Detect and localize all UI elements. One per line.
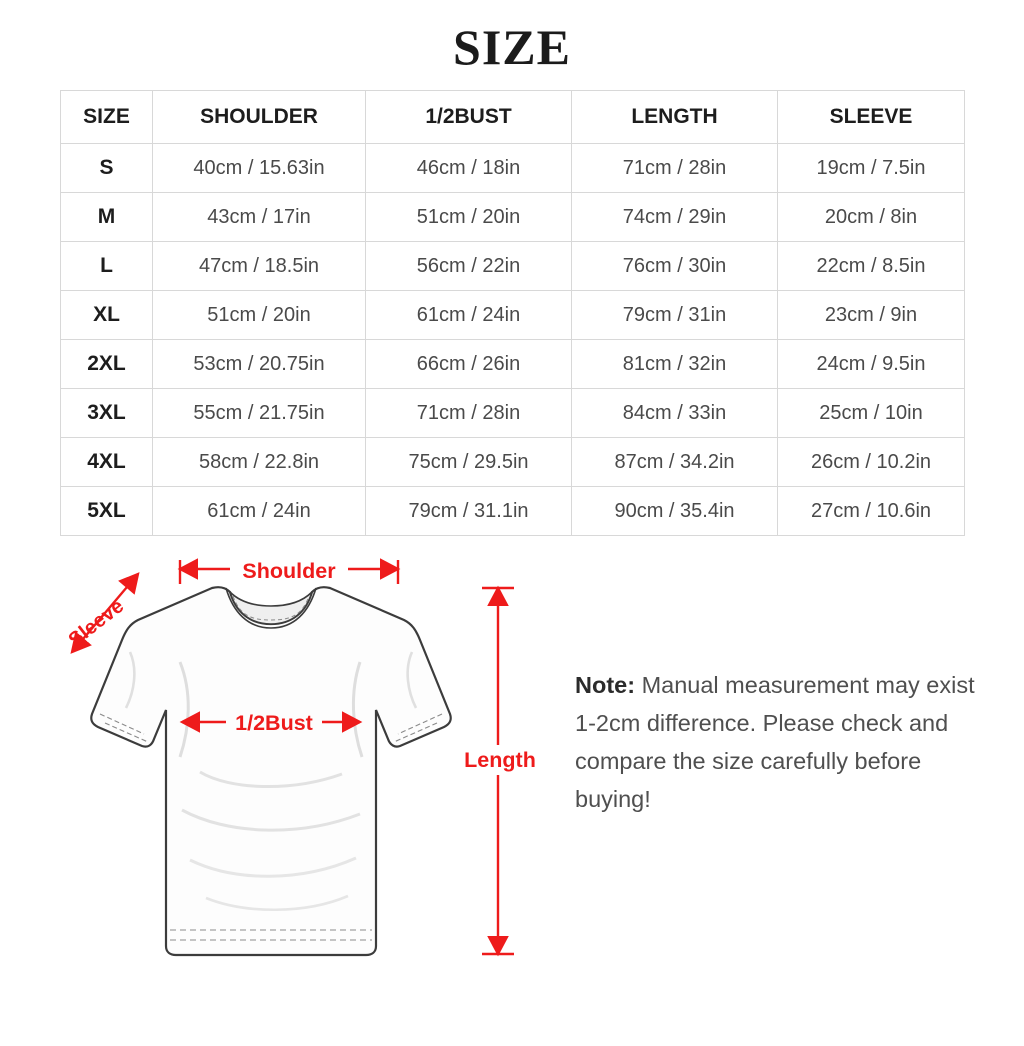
tshirt-illustration <box>91 587 451 955</box>
column-header-sleeve: SLEEVE <box>778 91 965 144</box>
cell-bust: 61cm / 24in <box>366 291 572 340</box>
cell-sleeve: 20cm / 8in <box>778 193 965 242</box>
cell-shoulder: 47cm / 18.5in <box>153 242 366 291</box>
sleeve-label: Sleeve <box>64 595 129 652</box>
cell-bust: 75cm / 29.5in <box>366 438 572 487</box>
cell-size: L <box>61 242 153 291</box>
column-header-length: LENGTH <box>572 91 778 144</box>
tshirt-diagram <box>30 542 550 992</box>
table-row <box>61 291 965 340</box>
cell-length: 74cm / 29in <box>572 193 778 242</box>
page-title: SIZE <box>453 19 571 75</box>
cell-size: 2XL <box>61 340 153 389</box>
cell-bust: 46cm / 18in <box>366 144 572 193</box>
cell-length: 81cm / 32in <box>572 340 778 389</box>
cell-size: S <box>61 144 153 193</box>
column-header-bust: 1/2BUST <box>366 91 572 144</box>
cell-shoulder: 40cm / 15.63in <box>153 144 366 193</box>
cell-length: 79cm / 31in <box>572 291 778 340</box>
table-row <box>61 389 965 438</box>
cell-shoulder: 58cm / 22.8in <box>153 438 366 487</box>
cell-length: 76cm / 30in <box>572 242 778 291</box>
cell-size: 5XL <box>61 487 153 536</box>
table-row <box>61 242 965 291</box>
size-table-container <box>60 90 964 536</box>
cell-length: 87cm / 34.2in <box>572 438 778 487</box>
cell-shoulder: 51cm / 20in <box>153 291 366 340</box>
cell-length: 84cm / 33in <box>572 389 778 438</box>
cell-bust: 66cm / 26in <box>366 340 572 389</box>
cell-sleeve: 22cm / 8.5in <box>778 242 965 291</box>
cell-length: 71cm / 28in <box>572 144 778 193</box>
bust-label: 1/2Bust <box>235 711 313 735</box>
table-header-row <box>61 91 965 144</box>
measurement-diagram-section <box>0 536 1024 1006</box>
size-table <box>60 90 965 536</box>
cell-size: 3XL <box>61 389 153 438</box>
cell-bust: 51cm / 20in <box>366 193 572 242</box>
table-row <box>61 193 965 242</box>
cell-bust: 56cm / 22in <box>366 242 572 291</box>
cell-shoulder: 61cm / 24in <box>153 487 366 536</box>
cell-shoulder: 43cm / 17in <box>153 193 366 242</box>
cell-size: 4XL <box>61 438 153 487</box>
table-row <box>61 438 965 487</box>
cell-sleeve: 25cm / 10in <box>778 389 965 438</box>
cell-shoulder: 55cm / 21.75in <box>153 389 366 438</box>
cell-sleeve: 27cm / 10.6in <box>778 487 965 536</box>
note-block <box>575 666 995 818</box>
shoulder-label: Shoulder <box>242 559 336 583</box>
cell-sleeve: 19cm / 7.5in <box>778 144 965 193</box>
cell-sleeve: 23cm / 9in <box>778 291 965 340</box>
note-lead: Note: <box>575 672 636 698</box>
table-row <box>61 340 965 389</box>
table-row <box>61 487 965 536</box>
column-header-shoulder: SHOULDER <box>153 91 366 144</box>
cell-bust: 79cm / 31.1in <box>366 487 572 536</box>
cell-sleeve: 24cm / 9.5in <box>778 340 965 389</box>
table-row <box>61 144 965 193</box>
cell-size: XL <box>61 291 153 340</box>
column-header-size: SIZE <box>61 91 153 144</box>
cell-sleeve: 26cm / 10.2in <box>778 438 965 487</box>
note-text: Manual measurement may exist 1-2cm difference. Please check and compare the size carefully before buying! <box>575 672 975 813</box>
cell-bust: 71cm / 28in <box>366 389 572 438</box>
length-label: Length <box>464 748 536 772</box>
cell-length: 90cm / 35.4in <box>572 487 778 536</box>
cell-size: M <box>61 193 153 242</box>
cell-shoulder: 53cm / 20.75in <box>153 340 366 389</box>
